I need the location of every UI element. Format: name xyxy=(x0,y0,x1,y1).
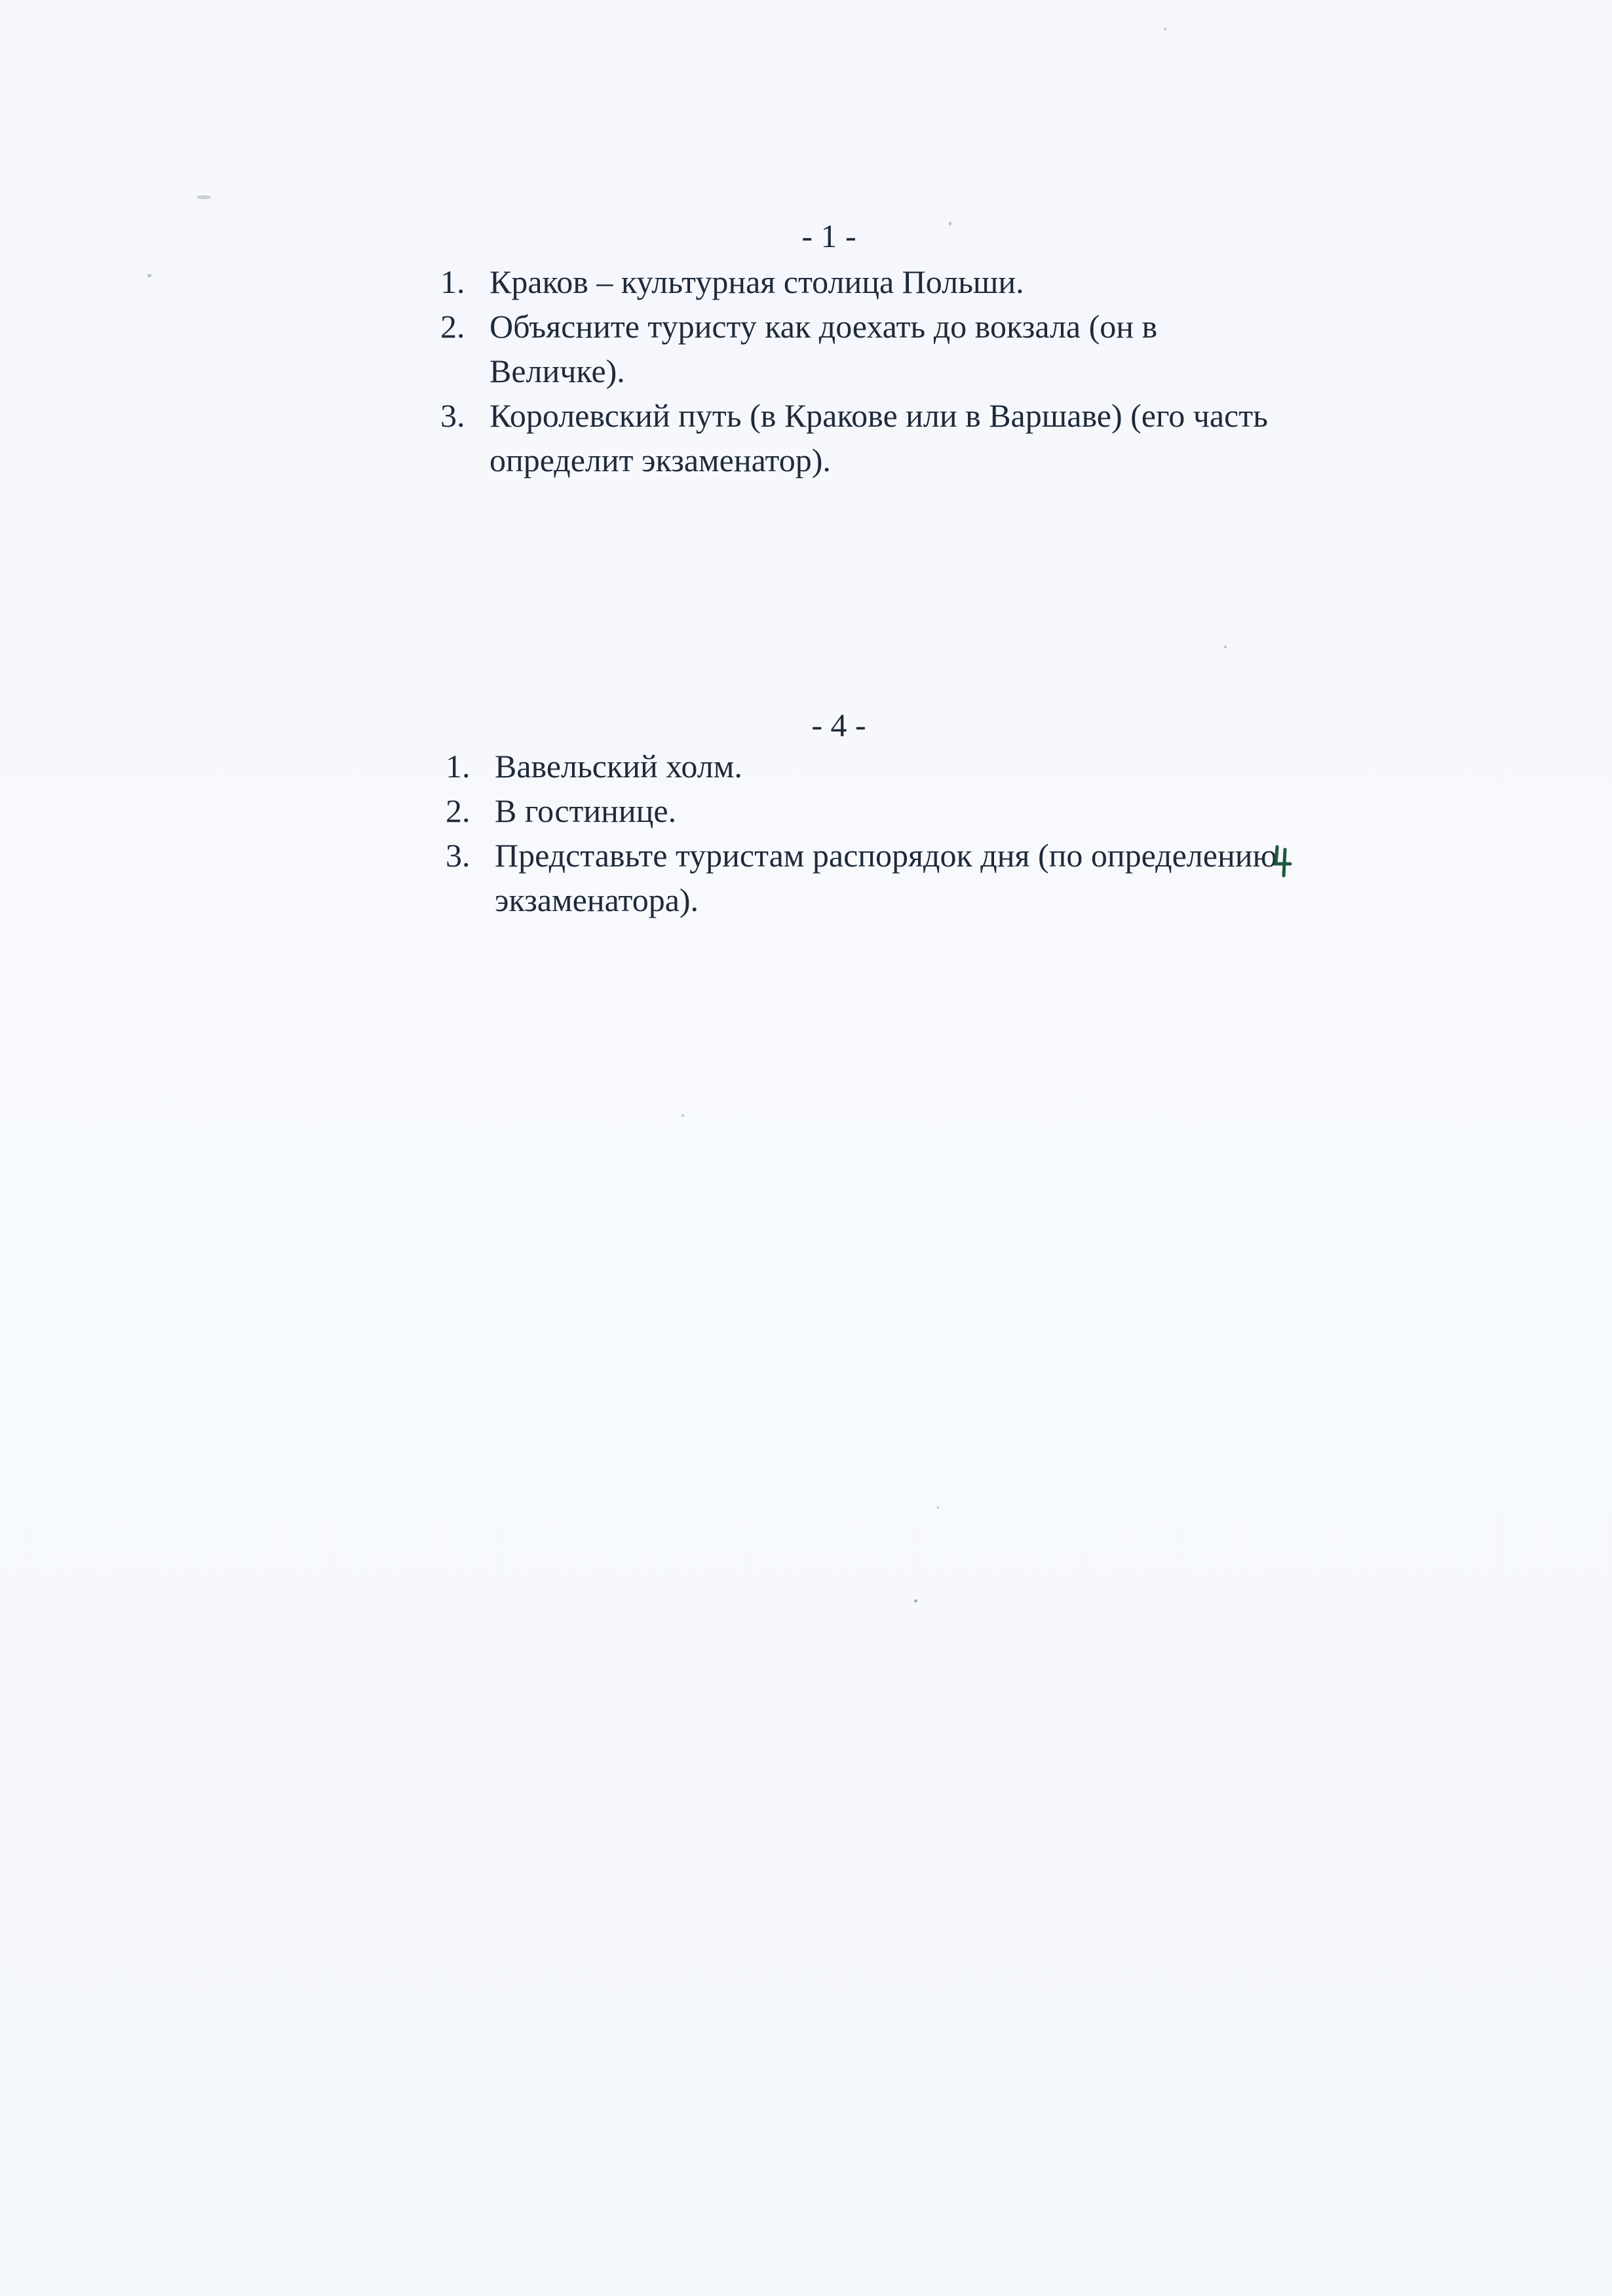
scan-speck xyxy=(147,274,151,277)
item-text: Объясните туристу как доехать до вокзала (он в xyxy=(489,308,1158,345)
scan-speck xyxy=(681,1114,684,1117)
scan-speck xyxy=(914,1599,917,1603)
section-title-1: - 1 - xyxy=(801,218,856,254)
item-text: Представьте туристам распорядок дня (по определению xyxy=(495,837,1277,874)
item-number: 1. xyxy=(446,748,470,785)
item-text: Краков – культурная столица Польши. xyxy=(489,263,1024,300)
section-title-4: - 4 - xyxy=(811,707,866,743)
scan-speck xyxy=(1224,646,1227,648)
item-number: 3. xyxy=(440,397,465,434)
item-text-continued: определит экзаменатор). xyxy=(489,442,831,478)
item-text-continued: экзаменатора). xyxy=(495,882,699,918)
item-number: 2. xyxy=(440,308,465,345)
item-number: 2. xyxy=(446,792,470,829)
item-number: 3. xyxy=(446,837,470,874)
item-text: В гостинице. xyxy=(495,792,677,829)
scan-speck xyxy=(197,195,211,199)
scan-speck xyxy=(1164,28,1166,30)
item-number: 1. xyxy=(440,263,465,300)
item-text: Королевский путь (в Кракове или в Варшаве) (его часть xyxy=(489,397,1268,434)
scan-speck xyxy=(949,222,951,225)
scan-speck xyxy=(937,1506,939,1509)
item-text: Вавельский холм. xyxy=(495,748,742,785)
handwritten-mark-icon xyxy=(1271,844,1294,878)
item-text-continued: Величке). xyxy=(489,353,625,389)
